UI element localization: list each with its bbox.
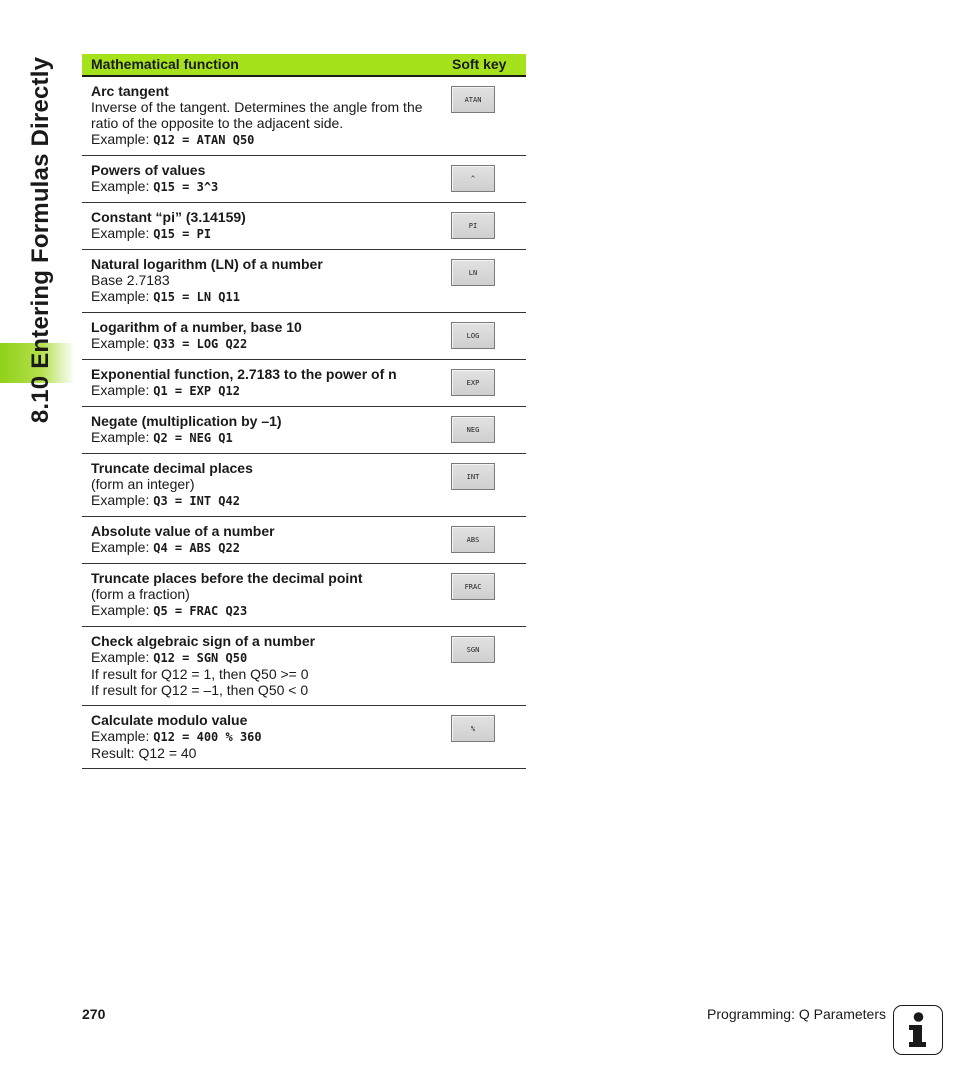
function-example	[91, 728, 436, 745]
example-label: Example:	[91, 602, 154, 618]
example-label: Example:	[91, 728, 154, 744]
example-label: Example:	[91, 539, 154, 555]
example-code: Q15 = PI	[153, 227, 212, 241]
softkey-neg[interactable]: NEG	[451, 416, 495, 443]
table-body	[82, 77, 526, 769]
function-example	[91, 539, 436, 556]
table-row	[82, 454, 526, 517]
example-label: Example:	[91, 382, 154, 398]
function-name: Logarithm of a number, base 10	[91, 319, 302, 335]
example-code: Q4 = ABS Q22	[153, 541, 240, 555]
function-name: Natural logarithm (LN) of a number	[91, 256, 323, 272]
table-row	[82, 517, 526, 564]
function-example	[91, 492, 436, 509]
example-code: Q3 = INT Q42	[153, 494, 240, 508]
softkey-exp[interactable]: EXP	[451, 369, 495, 396]
example-code: Q15 = LN Q11	[153, 290, 240, 304]
example-code: Q12 = SGN Q50	[153, 651, 248, 665]
example-label: Example:	[91, 492, 154, 508]
example-code: Q1 = EXP Q12	[153, 384, 240, 398]
table-row	[82, 407, 526, 454]
page-number: 270	[82, 1006, 106, 1022]
table-row	[82, 203, 526, 250]
info-icon	[893, 1005, 943, 1055]
softkey-sgn[interactable]: SGN	[451, 636, 495, 663]
example-label: Example:	[91, 178, 154, 194]
header-function: Mathematical function	[91, 56, 239, 72]
example-label: Example:	[91, 225, 154, 241]
function-description: Inverse of the tangent. Determines the angle from the ratio of the opposite to the adjacent side.	[91, 99, 423, 131]
function-name: Check algebraic sign of a number	[91, 633, 316, 649]
function-note: Result: Q12 = 40	[91, 745, 197, 761]
table-row	[82, 627, 526, 706]
function-note: If result for Q12 = 1, then Q50 >= 0	[91, 666, 309, 682]
function-example	[91, 649, 436, 666]
example-label: Example:	[91, 335, 154, 351]
table-row	[82, 156, 526, 203]
example-label: Example:	[91, 288, 154, 304]
function-description: (form an integer)	[91, 476, 195, 492]
function-name: Negate (multiplication by –1)	[91, 413, 282, 429]
function-note: If result for Q12 = –1, then Q50 < 0	[91, 682, 309, 698]
example-code: Q15 = 3^3	[153, 180, 219, 194]
function-example	[91, 225, 436, 242]
example-code: Q12 = ATAN Q50	[153, 133, 255, 147]
table-row	[82, 564, 526, 627]
function-description: (form a fraction)	[91, 586, 190, 602]
function-example	[91, 429, 436, 446]
softkey-power[interactable]: ^	[451, 165, 495, 192]
function-example	[91, 382, 436, 399]
function-description: Base 2.7183	[91, 272, 170, 288]
softkey-modulo[interactable]: %	[451, 715, 495, 742]
table-row	[82, 77, 526, 156]
table-header	[82, 54, 526, 77]
example-code: Q2 = NEG Q1	[153, 431, 233, 445]
function-example	[91, 602, 436, 619]
function-name: Truncate places before the decimal point	[91, 570, 363, 586]
example-label: Example:	[91, 649, 154, 665]
table-row	[82, 313, 526, 360]
table-row	[82, 706, 526, 769]
function-name: Absolute value of a number	[91, 523, 275, 539]
example-label: Example:	[91, 429, 154, 445]
softkey-atan[interactable]: ATAN	[451, 86, 495, 113]
softkey-ln[interactable]: LN	[451, 259, 495, 286]
softkey-log[interactable]: LOG	[451, 322, 495, 349]
functions-table	[82, 54, 526, 769]
function-name: Truncate decimal places	[91, 460, 253, 476]
function-example	[91, 131, 436, 148]
function-name: Constant “pi” (3.14159)	[91, 209, 246, 225]
example-code: Q33 = LOG Q22	[153, 337, 248, 351]
function-example	[91, 288, 436, 305]
table-row	[82, 360, 526, 407]
header-softkey: Soft key	[452, 56, 507, 72]
softkey-abs[interactable]: ABS	[451, 526, 495, 553]
function-example	[91, 335, 436, 352]
function-name: Arc tangent	[91, 83, 169, 99]
function-example	[91, 178, 436, 195]
function-name: Exponential function, 2.7183 to the power of n	[91, 366, 397, 382]
function-name: Calculate modulo value	[91, 712, 248, 728]
example-code: Q5 = FRAC Q23	[153, 604, 248, 618]
softkey-frac[interactable]: FRAC	[451, 573, 495, 600]
example-label: Example:	[91, 131, 154, 147]
softkey-int[interactable]: INT	[451, 463, 495, 490]
function-name: Powers of values	[91, 162, 206, 178]
example-code: Q12 = 400 % 360	[153, 730, 262, 744]
softkey-pi[interactable]: PI	[451, 212, 495, 239]
footer-title: Programming: Q Parameters	[707, 1006, 886, 1022]
chapter-title: 8.10 Entering Formulas Directly	[27, 56, 54, 424]
table-row	[82, 250, 526, 313]
